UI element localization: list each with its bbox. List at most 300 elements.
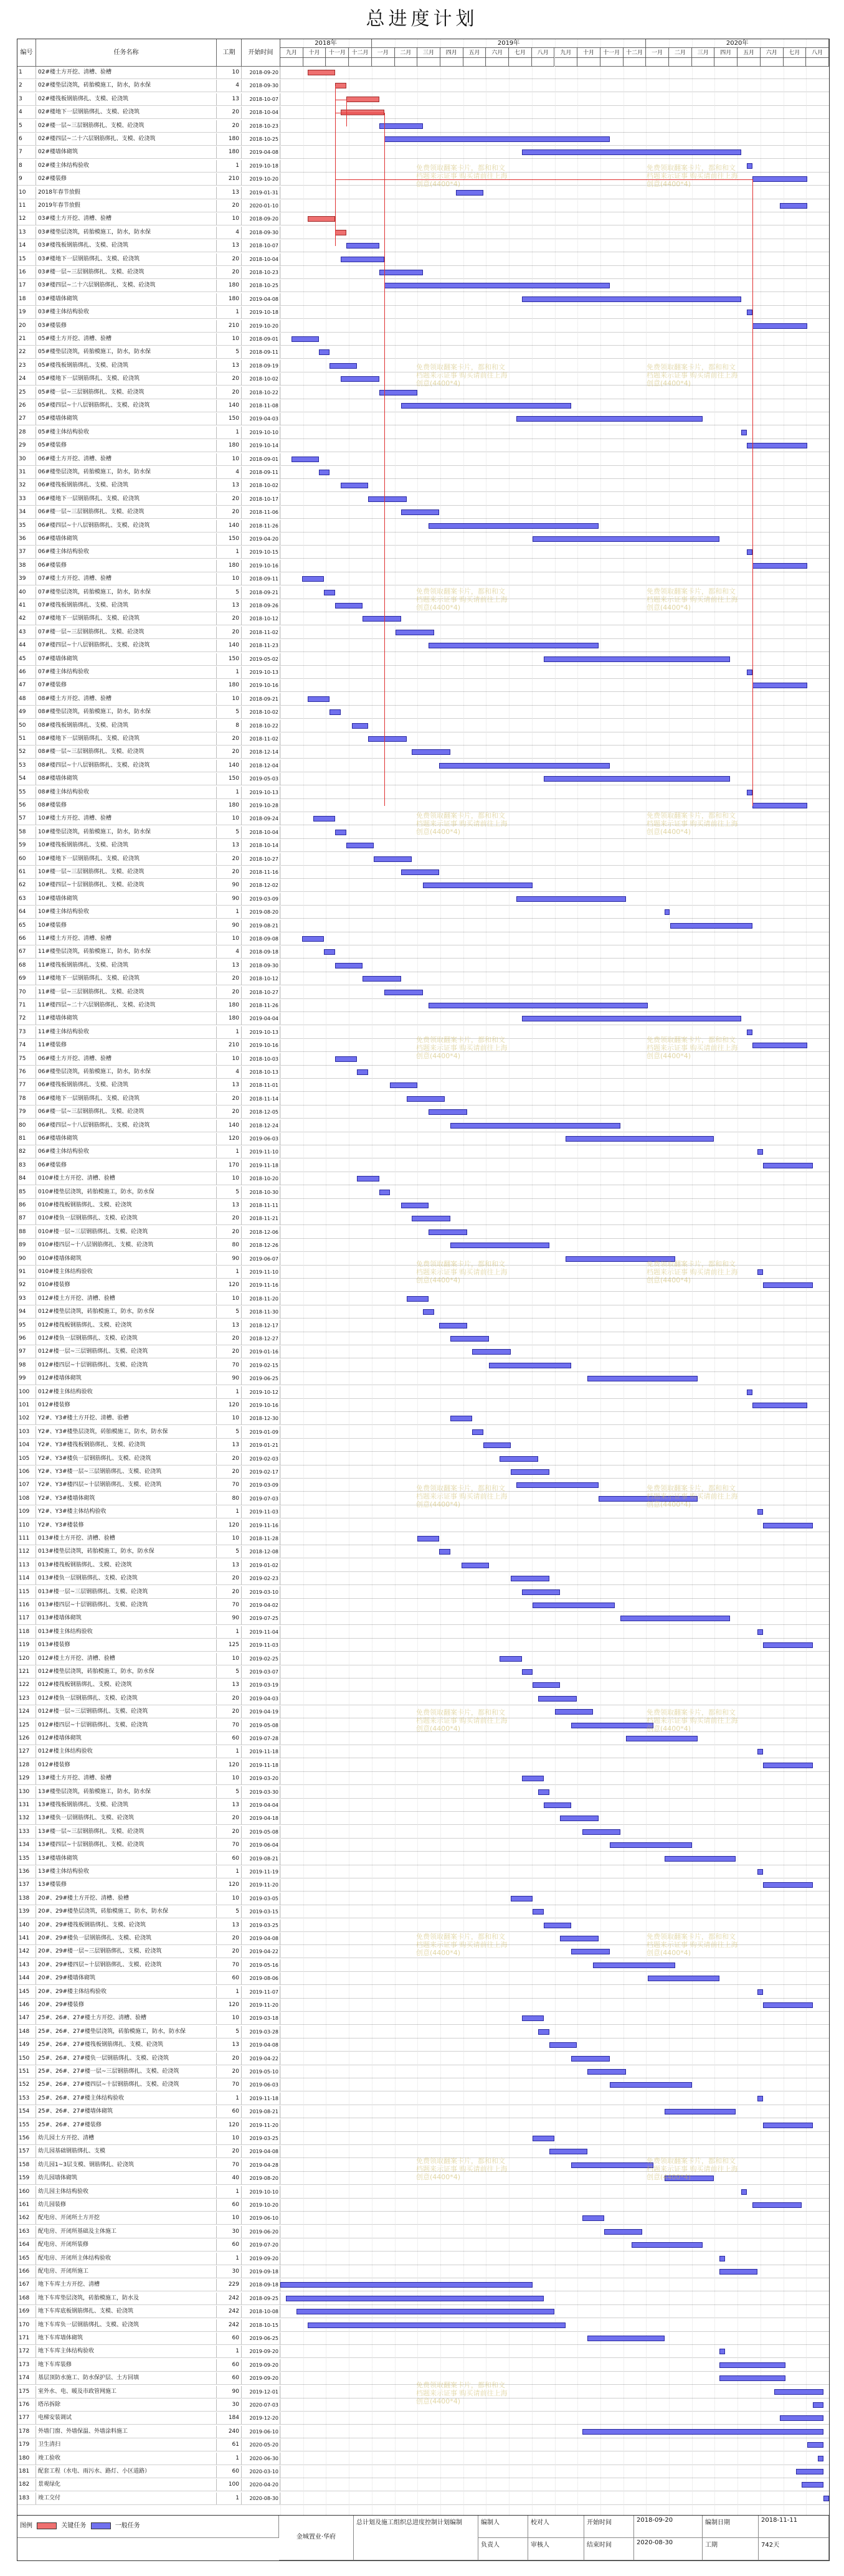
task-row xyxy=(17,1693,829,1705)
task-bar xyxy=(462,1563,489,1568)
task-name: 06#楼垫层浇筑，砖胎模施工，防水，防水保 xyxy=(36,1066,217,1078)
task-start-date: 2018-09-21 xyxy=(242,587,280,599)
task-number: 62 xyxy=(17,879,36,891)
task-bar xyxy=(747,670,752,675)
task-start-date: 2018-09-20 xyxy=(242,67,280,78)
month-header: 二月 xyxy=(395,48,418,58)
task-start-date: 2018-10-02 xyxy=(242,373,280,385)
task-name: 07#楼垫层浇筑，砖胎模施工，防水，防水保 xyxy=(36,587,217,599)
task-row xyxy=(17,680,829,692)
month-header: 十二月 xyxy=(349,48,372,58)
task-duration: 125 xyxy=(217,1639,242,1651)
task-number: 83 xyxy=(17,1160,36,1172)
task-number: 92 xyxy=(17,1279,36,1291)
task-start-date: 2018-09-11 xyxy=(242,573,280,585)
task-row xyxy=(17,2279,829,2291)
task-row xyxy=(17,560,829,572)
task-number: 96 xyxy=(17,1333,36,1345)
task-start-date: 2018-10-14 xyxy=(242,840,280,851)
task-start-date: 2018-10-04 xyxy=(242,107,280,118)
task-start-date: 2019-07-03 xyxy=(242,1493,280,1505)
task-duration: 10 xyxy=(217,1533,242,1545)
task-duration: 70 xyxy=(217,2079,242,2091)
task-duration: 60 xyxy=(217,1733,242,1745)
task-number: 94 xyxy=(17,1306,36,1318)
task-row xyxy=(17,1560,829,1572)
task-bar xyxy=(719,2269,758,2275)
task-row xyxy=(17,546,829,559)
task-bar xyxy=(555,1709,594,1715)
task-row xyxy=(17,1720,829,1732)
task-duration: 140 xyxy=(217,640,242,651)
task-start-date: 2019-11-18 xyxy=(242,2093,280,2105)
task-start-date: 2018-11-21 xyxy=(242,1213,280,1224)
task-row xyxy=(17,946,829,959)
task-number: 110 xyxy=(17,1520,36,1532)
task-bar xyxy=(522,1776,544,1781)
task-number: 13 xyxy=(17,227,36,239)
task-duration: 150 xyxy=(217,653,242,665)
task-number: 44 xyxy=(17,640,36,651)
task-start-date: 2019-05-10 xyxy=(242,2066,280,2078)
task-row xyxy=(17,2453,829,2465)
task-start-date: 2018-11-28 xyxy=(242,1533,280,1545)
task-name: 20#、29#楼四层~十层钢筋绑扎、支模、砼浇筑 xyxy=(36,1959,217,1971)
task-row xyxy=(17,213,829,225)
critical-path-line xyxy=(752,179,753,806)
task-duration: 13 xyxy=(217,1560,242,1571)
task-bar xyxy=(752,563,807,569)
task-number: 159 xyxy=(17,2172,36,2184)
task-bar xyxy=(544,776,731,782)
task-start-date: 2019-04-08 xyxy=(242,146,280,158)
task-name: 20#、29#楼墙体砌筑 xyxy=(36,1972,217,1984)
task-number: 157 xyxy=(17,2146,36,2157)
task-number: 138 xyxy=(17,1893,36,1905)
task-name: 02#楼地下一层钢筋绑扎、支模、砼浇筑 xyxy=(36,107,217,118)
task-name: 012#楼装修 xyxy=(36,1759,217,1771)
task-number: 180 xyxy=(17,2453,36,2465)
task-name: 11#楼一层~三层钢筋绑扎、支模、砼浇筑 xyxy=(36,987,217,998)
task-number: 151 xyxy=(17,2066,36,2078)
task-number: 177 xyxy=(17,2412,36,2424)
legend xyxy=(17,2516,279,2538)
task-number: 155 xyxy=(17,2119,36,2131)
task-name: 06#楼主体结构验收 xyxy=(36,1146,217,1158)
task-start-date: 2019-10-12 xyxy=(242,1386,280,1398)
task-start-date: 2019-11-10 xyxy=(242,1266,280,1278)
task-duration: 90 xyxy=(217,1373,242,1385)
task-name: 012#楼负一层钢筋绑扎、支模、砼浇筑 xyxy=(36,1693,217,1705)
task-start-date: 2018-09-26 xyxy=(242,600,280,612)
task-start-date: 2019-06-03 xyxy=(242,2079,280,2091)
task-start-date: 2019-06-10 xyxy=(242,2426,280,2438)
task-row xyxy=(17,573,829,585)
task-name: 塔吊拆除 xyxy=(36,2399,217,2411)
task-number: 41 xyxy=(17,600,36,612)
task-bar xyxy=(752,176,807,182)
task-number: 72 xyxy=(17,1013,36,1025)
task-row xyxy=(17,826,829,839)
task-name: 竣工验收 xyxy=(36,2453,217,2465)
task-name: 05#楼四层~十八层钢筋绑扎、支模、砼浇筑 xyxy=(36,400,217,412)
task-row xyxy=(17,2012,829,2025)
month-header: 一月 xyxy=(372,48,395,58)
task-start-date: 2018-11-11 xyxy=(242,1200,280,1211)
task-name: 03#楼垫层浇筑，砖胎模施工，防水，防水保 xyxy=(36,227,217,239)
task-number: 143 xyxy=(17,1959,36,1971)
task-start-date: 2018-10-22 xyxy=(242,387,280,399)
task-duration: 20 xyxy=(217,1226,242,1238)
task-duration: 13 xyxy=(217,1439,242,1451)
task-row xyxy=(17,2332,829,2345)
task-start-date: 2018-10-20 xyxy=(242,1173,280,1185)
task-duration: 170 xyxy=(217,1160,242,1172)
task-name: 地下车库主体结构验收 xyxy=(36,2346,217,2357)
task-name: 20#、29#楼垫层浇筑，砖胎模施工，防水，防水保 xyxy=(36,1906,217,1918)
task-number: 153 xyxy=(17,2093,36,2105)
task-number: 147 xyxy=(17,2012,36,2024)
month-header: 四月 xyxy=(440,48,463,58)
task-number: 93 xyxy=(17,1293,36,1305)
task-name: 20#、29#楼土方开挖、清槽、验槽 xyxy=(36,1893,217,1905)
task-duration: 5 xyxy=(217,2026,242,2038)
task-row xyxy=(17,1200,829,1212)
task-row xyxy=(17,320,829,333)
end-value: 2020-08-30 xyxy=(634,2538,703,2560)
task-duration: 10 xyxy=(217,573,242,585)
task-start-date: 2019-05-16 xyxy=(242,1959,280,1971)
task-duration: 210 xyxy=(217,1039,242,1051)
task-duration: 1 xyxy=(217,546,242,558)
task-name: 10#楼墙体砌筑 xyxy=(36,893,217,905)
task-duration: 184 xyxy=(217,2412,242,2424)
task-number: 82 xyxy=(17,1146,36,1158)
task-start-date: 2018-12-06 xyxy=(242,1226,280,1238)
task-number: 91 xyxy=(17,1266,36,1278)
task-number: 141 xyxy=(17,1933,36,1944)
task-bar xyxy=(396,630,434,635)
task-row xyxy=(17,346,829,359)
task-start-date: 2019-04-02 xyxy=(242,1599,280,1611)
task-bar xyxy=(516,416,703,422)
task-duration: 20 xyxy=(217,746,242,758)
task-name: 06#楼墙体砌筑 xyxy=(36,533,217,545)
task-row xyxy=(17,533,829,546)
task-bar xyxy=(670,923,752,929)
task-number: 73 xyxy=(17,1026,36,1038)
task-row xyxy=(17,1520,829,1532)
task-name: 013#楼墙体砌筑 xyxy=(36,1612,217,1624)
task-row xyxy=(17,1746,829,1758)
task-bar xyxy=(757,1869,763,1875)
task-bar xyxy=(483,1442,511,1448)
task-duration: 60 xyxy=(217,1972,242,1984)
task-bar xyxy=(401,869,440,875)
task-bar xyxy=(324,590,335,595)
task-duration: 20 xyxy=(217,1093,242,1105)
task-start-date: 2019-11-16 xyxy=(242,1520,280,1532)
task-number: 50 xyxy=(17,720,36,732)
task-row xyxy=(17,67,829,79)
task-row xyxy=(17,2239,829,2252)
task-duration: 1 xyxy=(217,1746,242,1758)
task-start-date: 2019-03-05 xyxy=(242,1893,280,1905)
task-bar xyxy=(429,643,599,648)
task-row xyxy=(17,1999,829,2012)
task-number: 14 xyxy=(17,240,36,252)
task-duration: 100 xyxy=(217,2479,242,2491)
task-row xyxy=(17,666,829,679)
task-number: 21 xyxy=(17,333,36,345)
task-name: 06#楼地下一层钢筋绑扎、支模、砼浇筑 xyxy=(36,493,217,505)
task-start-date: 2018-12-30 xyxy=(242,1413,280,1424)
task-number: 24 xyxy=(17,373,36,385)
task-row xyxy=(17,240,829,252)
task-bar xyxy=(308,216,335,222)
task-number: 163 xyxy=(17,2226,36,2238)
task-name: 07#楼墙体砌筑 xyxy=(36,653,217,665)
task-duration: 20 xyxy=(217,1826,242,1838)
task-name: 配电房、开闭所装修 xyxy=(36,2239,217,2251)
task-name: 竣工交付 xyxy=(36,2493,217,2504)
task-number: 43 xyxy=(17,627,36,638)
task-number: 122 xyxy=(17,1679,36,1691)
task-start-date: 2019-06-03 xyxy=(242,1133,280,1145)
task-bar xyxy=(757,1509,763,1515)
task-bar xyxy=(357,1069,368,1075)
task-bar xyxy=(341,483,368,488)
task-duration: 20 xyxy=(217,120,242,132)
task-start-date: 2019-04-04 xyxy=(242,1013,280,1025)
task-name: 10#楼一层~三层钢筋绑扎、支模、砼浇筑 xyxy=(36,866,217,878)
task-row xyxy=(17,2172,829,2185)
task-number: 133 xyxy=(17,1826,36,1838)
task-row xyxy=(17,2066,829,2078)
task-row xyxy=(17,1972,829,1985)
task-row xyxy=(17,2079,829,2091)
task-duration: 70 xyxy=(217,1720,242,1731)
task-start-date: 2018-11-06 xyxy=(242,506,280,518)
task-name: 013#楼垫层浇筑，砖胎模施工，防水，防水保 xyxy=(36,1546,217,1558)
task-start-date: 2019-02-03 xyxy=(242,1453,280,1465)
task-row xyxy=(17,387,829,399)
task-name: 02#楼四层~二十六层钢筋绑扎、支模、砼浇筑 xyxy=(36,133,217,145)
task-number: 127 xyxy=(17,1746,36,1758)
watermark-text: 免费领取翻案卡片，都和和文档题来示证事 购买请前往上海创意(4400*4) xyxy=(416,1260,508,1284)
task-bar xyxy=(582,2429,824,2435)
task-start-date: 2018-10-17 xyxy=(242,493,280,505)
task-bar xyxy=(450,1336,489,1342)
task-duration: 70 xyxy=(217,1479,242,1491)
task-duration: 20 xyxy=(217,1933,242,1944)
task-start-date: 2018-09-25 xyxy=(242,2293,280,2304)
task-row xyxy=(17,2212,829,2225)
col-no-header: 编号 xyxy=(17,39,36,67)
task-name: 11#楼四层~二十六层钢筋绑扎、支模、砼浇筑 xyxy=(36,1000,217,1011)
task-start-date: 2019-08-21 xyxy=(242,920,280,932)
task-start-date: 2019-04-28 xyxy=(242,2159,280,2171)
task-bar xyxy=(423,883,533,888)
task-number: 168 xyxy=(17,2293,36,2304)
task-row xyxy=(17,107,829,119)
task-name: 幼儿园土方开挖、清槽 xyxy=(36,2133,217,2144)
task-number: 35 xyxy=(17,520,36,532)
month-subdivision xyxy=(761,58,784,67)
task-start-date: 2018-10-12 xyxy=(242,973,280,985)
task-row xyxy=(17,2026,829,2039)
task-number: 170 xyxy=(17,2319,36,2331)
task-bar xyxy=(302,936,324,942)
task-bar xyxy=(429,1229,467,1235)
task-duration: 5 xyxy=(217,1306,242,1318)
task-start-date: 2019-09-20 xyxy=(242,2346,280,2357)
task-bar xyxy=(757,1149,763,1155)
task-start-date: 2020-01-10 xyxy=(242,200,280,212)
task-start-date: 2019-03-10 xyxy=(242,1586,280,1598)
task-duration: 20 xyxy=(217,1586,242,1598)
task-start-date: 2018-09-30 xyxy=(242,227,280,239)
task-bar xyxy=(429,1109,467,1115)
month-subdivision xyxy=(509,58,532,67)
watermark-text: 免费领取翻案卡片，都和和文档题来示证事 购买请前往上海创意(4400*4) xyxy=(416,587,508,612)
task-row xyxy=(17,1906,829,1918)
task-start-date: 2018-11-23 xyxy=(242,640,280,651)
task-row xyxy=(17,853,829,866)
task-start-date: 2019-07-20 xyxy=(242,2239,280,2251)
task-name: 11#楼筏板钢筋绑扎、支模、砼浇筑 xyxy=(36,960,217,972)
task-name: 外墙门窗、外墙保温、外墙涂料施工 xyxy=(36,2426,217,2438)
task-duration: 4 xyxy=(217,946,242,958)
task-row xyxy=(17,1079,829,1092)
task-name: 25#、26#、27#楼墙体砌筑 xyxy=(36,2106,217,2118)
task-name: 地下车库垫层浇筑，砖胎模施工，防水及 xyxy=(36,2293,217,2304)
task-number: 8 xyxy=(17,160,36,172)
task-duration: 1 xyxy=(217,2186,242,2198)
task-duration: 60 xyxy=(217,2372,242,2384)
task-bar xyxy=(511,1896,533,1901)
task-bar xyxy=(511,1576,549,1581)
task-name: 幼儿园主体结构验收 xyxy=(36,2186,217,2198)
task-bar xyxy=(384,283,609,288)
task-number: 165 xyxy=(17,2253,36,2265)
task-row xyxy=(17,1026,829,1039)
task-row xyxy=(17,906,829,919)
task-number: 108 xyxy=(17,1493,36,1505)
task-start-date: 2019-03-07 xyxy=(242,1666,280,1678)
task-row xyxy=(17,2106,829,2118)
task-duration: 1 xyxy=(217,160,242,172)
task-number: 181 xyxy=(17,2466,36,2478)
task-name: 03#楼一层~三层钢筋绑扎、支模、砼浇筑 xyxy=(36,267,217,278)
task-row xyxy=(17,933,829,945)
date-value: 2018-11-11 xyxy=(759,2516,829,2538)
date-label: 编制日期 xyxy=(703,2516,759,2538)
task-row xyxy=(17,1466,829,1479)
task-bar xyxy=(610,2082,692,2088)
task-start-date: 2019-10-28 xyxy=(242,800,280,812)
task-duration: 1 xyxy=(217,1626,242,1638)
task-number: 89 xyxy=(17,1239,36,1251)
task-name: 06#楼筏板钢筋绑扎、支模、砼浇筑 xyxy=(36,480,217,491)
task-duration: 1 xyxy=(217,1146,242,1158)
task-start-date: 2019-02-15 xyxy=(242,1360,280,1371)
task-bar xyxy=(719,2375,785,2381)
month-header: 七月 xyxy=(509,48,532,58)
task-bar xyxy=(813,2402,824,2408)
task-name: 配电房、开闭所施工 xyxy=(36,2266,217,2278)
watermark-text: 免费领取翻案卡片，都和和文档题来示证事 购买请前往上海创意(4400*4) xyxy=(416,363,508,387)
watermark-text: 免费领取翻案卡片，都和和文档题来示证事 购买请前往上海创意(4400*4) xyxy=(416,2157,508,2181)
task-bar xyxy=(516,1482,599,1488)
task-name: 012#楼负一层钢筋绑扎、支模、砼浇筑 xyxy=(36,1333,217,1345)
task-bar xyxy=(335,1056,357,1062)
task-bar xyxy=(741,2189,747,2195)
task-row xyxy=(17,1479,829,1492)
watermark-text: 免费领取翻案卡片，都和和文档题来示证事 购买请前往上海创意(4400*4) xyxy=(416,1036,508,1060)
task-row xyxy=(17,1933,829,1945)
task-duration: 20 xyxy=(217,267,242,278)
task-number: 33 xyxy=(17,493,36,505)
task-bar xyxy=(593,1963,675,1968)
task-duration: 20 xyxy=(217,373,242,385)
legend-normal-label: 一般任务 xyxy=(115,2522,140,2529)
task-number: 124 xyxy=(17,1706,36,1718)
task-duration: 20 xyxy=(217,506,242,518)
task-row xyxy=(17,2426,829,2438)
task-name: 05#楼一层~三层钢筋绑扎、支模、砼浇筑 xyxy=(36,387,217,399)
task-duration: 242 xyxy=(217,2306,242,2318)
task-number: 70 xyxy=(17,987,36,998)
watermark-text: 免费领取翻案卡片，都和和文档题来示证事 购买请前往上海创意(4400*4) xyxy=(647,2157,738,2181)
task-number: 30 xyxy=(17,453,36,465)
task-bar xyxy=(747,549,752,555)
task-start-date: 2018-09-24 xyxy=(242,813,280,825)
task-start-date: 2018-10-23 xyxy=(242,267,280,278)
task-start-date: 2019-07-28 xyxy=(242,1733,280,1745)
task-number: 75 xyxy=(17,1053,36,1065)
task-duration: 20 xyxy=(217,493,242,505)
task-number: 115 xyxy=(17,1586,36,1598)
task-bar xyxy=(330,363,357,369)
task-duration: 1 xyxy=(217,2493,242,2504)
task-row xyxy=(17,1546,829,1558)
task-name: 010#楼墙体砌筑 xyxy=(36,1253,217,1265)
task-number: 119 xyxy=(17,1639,36,1651)
task-duration: 20 xyxy=(217,1706,242,1718)
task-name: 012#楼四层~十层钢筋绑扎、支模、砼浇筑 xyxy=(36,1360,217,1371)
task-row xyxy=(17,866,829,879)
task-start-date: 2020-06-30 xyxy=(242,2453,280,2465)
task-duration: 20 xyxy=(217,1346,242,1358)
legend-label: 图例 xyxy=(20,2522,32,2529)
task-row xyxy=(17,733,829,746)
task-start-date: 2019-10-10 xyxy=(242,2186,280,2198)
task-start-date: 2019-04-22 xyxy=(242,1946,280,1958)
task-row xyxy=(17,1413,829,1425)
task-duration: 180 xyxy=(217,133,242,145)
task-bar xyxy=(319,349,330,355)
task-start-date: 2018-11-02 xyxy=(242,733,280,745)
task-number: 90 xyxy=(17,1253,36,1265)
task-start-date: 2018-10-22 xyxy=(242,720,280,732)
task-start-date: 2019-08-21 xyxy=(242,2106,280,2118)
task-row xyxy=(17,1106,829,1119)
task-row xyxy=(17,2293,829,2305)
task-row xyxy=(17,1573,829,1585)
task-number: 6 xyxy=(17,133,36,145)
task-name: 08#楼筏板钢筋绑扎、支模、砼浇筑 xyxy=(36,720,217,732)
